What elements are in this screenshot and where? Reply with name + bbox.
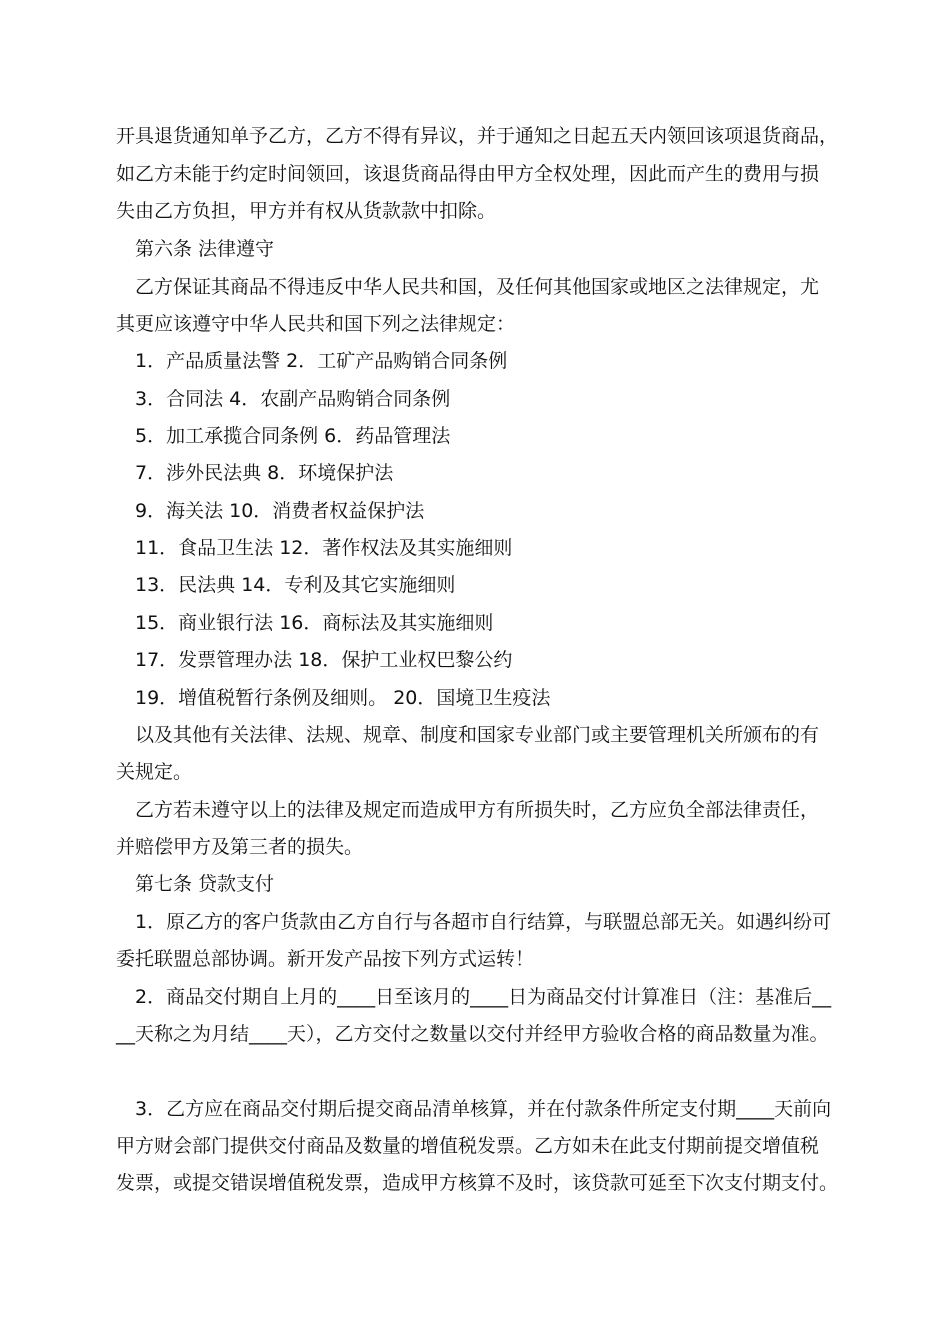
text-line: 如乙方未能于约定时间领回，该退货商品得由甲方全权处理，因此而产生的费用与损: [116, 163, 820, 185]
law-list-item: 1．产品质量法警 2．工矿产品购销合同条例: [135, 350, 508, 372]
text-line: 开具退货通知单予乙方，乙方不得有异议，并于通知之日起五天内领回该项退货商品，: [116, 125, 839, 147]
text-line: 1．原乙方的客户货款由乙方自行与各超市自行结算，与联盟总部无关。如遇纠纷可: [135, 911, 832, 933]
law-list-item: 11．食品卫生法 12．著作权法及其实施细则: [135, 537, 513, 559]
law-list-item: 15．商业银行法 16．商标法及其实施细则: [135, 612, 494, 634]
article-heading-6: 第六条 法律遵守: [135, 238, 275, 260]
text-line: 并赔偿甲方及第三者的损失。: [116, 836, 364, 858]
law-list-item: 13．民法典 14．专利及其它实施细则: [135, 574, 456, 596]
text-line: 失由乙方负担，甲方并有权从货款款中扣除。: [116, 200, 497, 222]
text-line: 以及其他有关法律、法规、规章、制度和国家专业部门或主要管理机关所颁布的有: [135, 724, 820, 746]
law-list-item: 3．合同法 4．农副产品购销合同条例: [135, 388, 451, 410]
law-list-item: 5．加工承揽合同条例 6．药品管理法: [135, 425, 451, 447]
text-line: 2．商品交付期自上月的____日至该月的____日为商品交付计算准日（注：基准后__: [135, 986, 832, 1008]
law-list-item: 7．涉外民法典 8．环境保护法: [135, 462, 394, 484]
text-line: 甲方财会部门提供交付商品及数量的增值税发票。乙方如未在此支付期前提交增值税: [116, 1135, 820, 1157]
text-line: 其更应该遵守中华人民共和国下列之法律规定：: [116, 313, 516, 335]
law-list-item: 19．增值税暂行条例及细则。 20．国境卫生疫法: [135, 687, 551, 709]
law-list-item: 17．发票管理办法 18．保护工业权巴黎公约: [135, 649, 513, 671]
text-line: 关规定。: [116, 761, 193, 783]
text-line: __天称之为月结____天），乙方交付之数量以交付并经甲方验收合格的商品数量为准。: [116, 1023, 829, 1045]
text-line: 委托联盟总部协调。新开发产品按下列方式运转！: [116, 948, 535, 970]
text-line: 3．乙方应在商品交付期后提交商品清单核算，并在付款条件所定支付期____天前向: [135, 1098, 832, 1120]
text-line: 乙方保证其商品不得违反中华人民共和国，及任何其他国家或地区之法律规定，尤: [135, 276, 820, 298]
article-heading-7: 第七条 贷款支付: [135, 873, 275, 895]
text-line: 发票，或提交错误增值税发票，造成甲方核算不及时，该贷款可延至下次支付期支付。: [116, 1172, 839, 1194]
text-line: 乙方若未遵守以上的法律及规定而造成甲方有所损失时，乙方应负全部法律责任，: [135, 799, 820, 821]
law-list-item: 9．海关法 10．消费者权益保护法: [135, 500, 425, 522]
